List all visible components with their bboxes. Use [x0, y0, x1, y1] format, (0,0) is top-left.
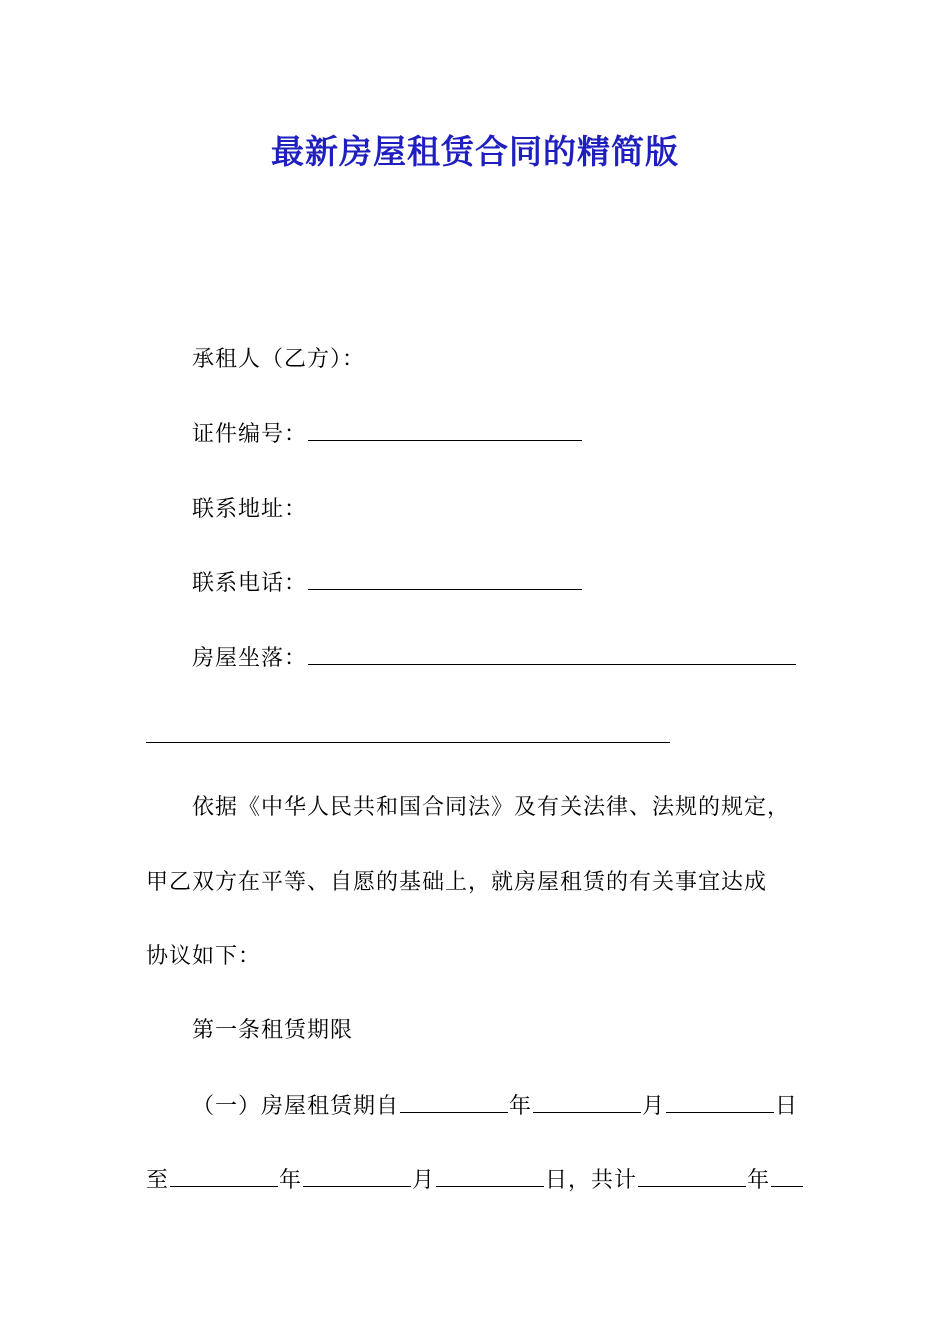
property-location-blank[interactable] [308, 646, 796, 665]
start-year-label: 年 [509, 1094, 533, 1119]
total-years-blank[interactable] [638, 1168, 746, 1187]
document-title: 最新房屋租赁合同的精简版 [271, 132, 679, 171]
property-location-blank-continued[interactable] [146, 742, 670, 743]
article-1-heading: 第一条租赁期限 [192, 1018, 354, 1043]
lease-term-prefix: （一）房屋租赁期自 [192, 1094, 400, 1119]
property-location-field [192, 643, 797, 675]
id-number-field [192, 419, 583, 451]
id-number-label: 证件编号： [192, 422, 308, 447]
end-year-label: 年 [279, 1168, 303, 1193]
end-year-blank[interactable] [170, 1168, 278, 1187]
lease-term-start-line [192, 1091, 798, 1123]
preamble-line-2: 甲乙双方在平等、自愿的基础上，就房屋租赁的有关事宜达成 [146, 870, 768, 895]
phone-blank[interactable] [308, 571, 582, 590]
address-label: 联系地址： [192, 497, 308, 522]
end-day-total-label: 日，共计 [545, 1168, 638, 1193]
end-month-blank[interactable] [303, 1168, 411, 1187]
tenant-label: 承租人（乙方）： [192, 347, 366, 372]
total-months-blank[interactable] [771, 1168, 803, 1187]
end-month-label: 月 [412, 1168, 436, 1193]
tenant-field [192, 344, 365, 376]
address-field [192, 494, 307, 526]
preamble-line-3: 协议如下： [146, 944, 262, 969]
end-to-label: 至 [146, 1168, 170, 1193]
start-day-label: 日 [775, 1094, 799, 1119]
lease-term-end-line [146, 1165, 804, 1197]
end-day-blank[interactable] [436, 1168, 544, 1187]
start-month-blank[interactable] [533, 1094, 641, 1113]
phone-label: 联系电话： [192, 571, 308, 596]
id-number-blank[interactable] [308, 422, 582, 441]
total-years-label: 年 [747, 1168, 771, 1193]
property-location-label: 房屋坐落： [192, 646, 308, 671]
start-day-blank[interactable] [666, 1094, 774, 1113]
preamble-line-1: 依据《中华人民共和国合同法》及有关法律、法规的规定， [192, 795, 791, 820]
phone-field [192, 568, 583, 600]
start-month-label: 月 [642, 1094, 666, 1119]
start-year-blank[interactable] [400, 1094, 508, 1113]
